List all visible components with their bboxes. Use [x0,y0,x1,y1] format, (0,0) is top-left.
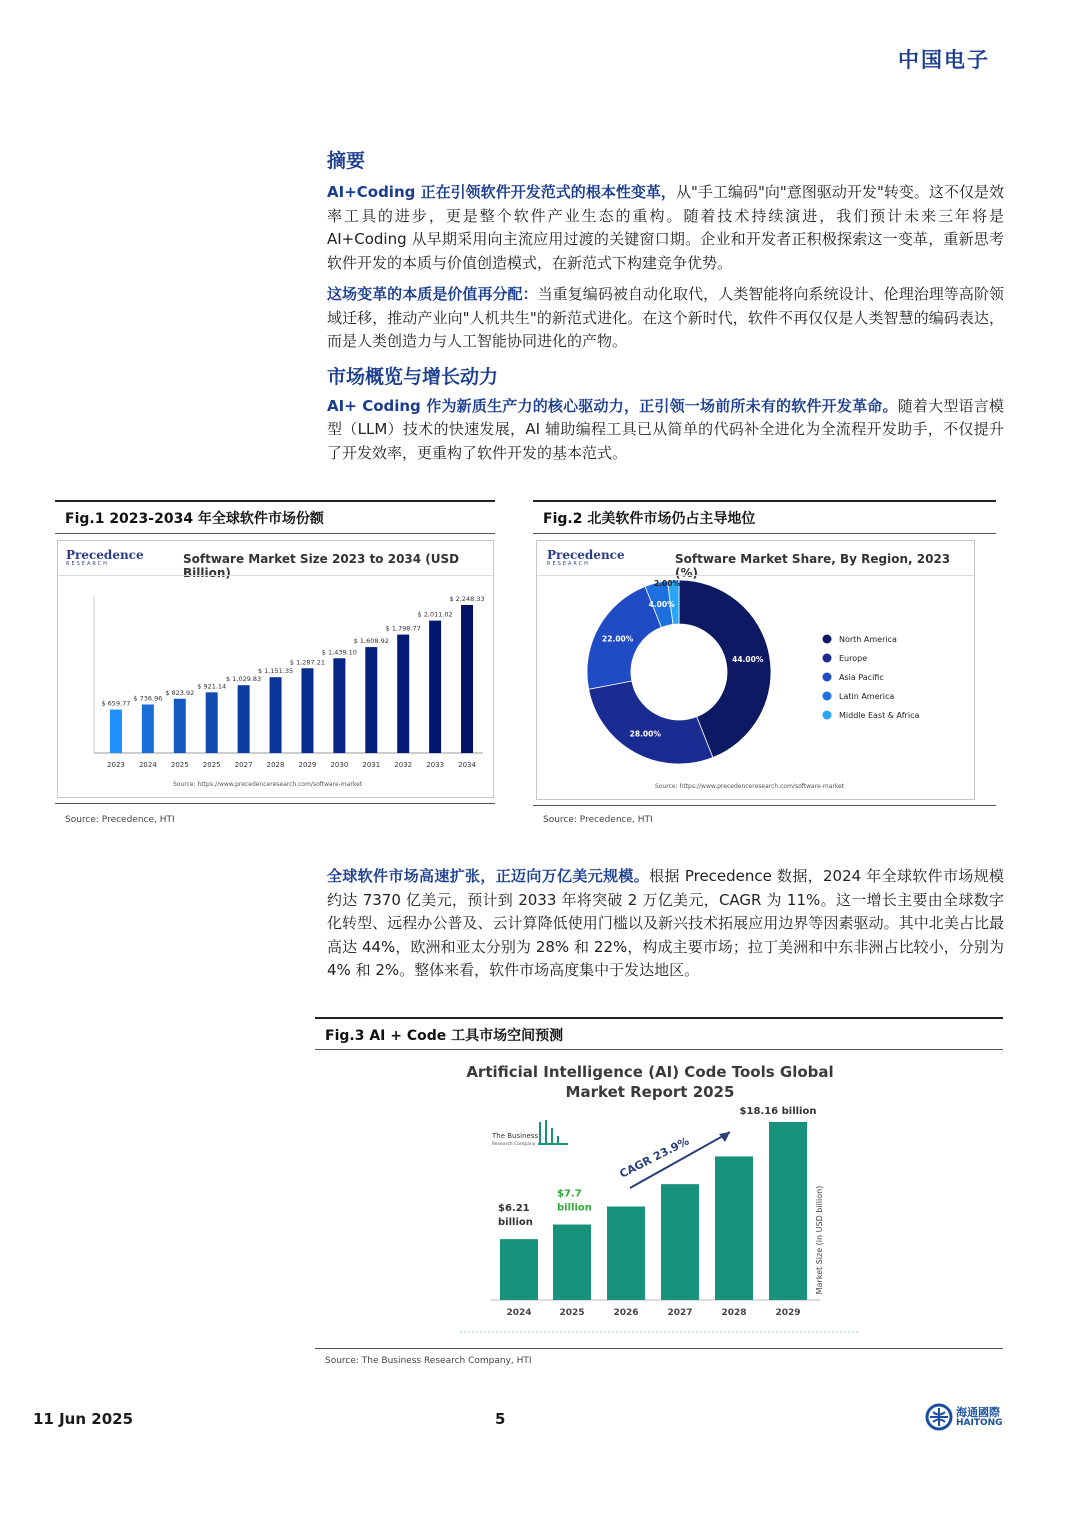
market-p1-lead: AI+ Coding 作为新质生产力的核心驱动力，正引领一场前所未有的软件开发革命。 [327,396,898,415]
fig2-bottom-rule [533,805,996,806]
fig1-data-label: $ 1,439.10 [321,648,357,657]
fig1-bottom-rule [55,803,495,804]
fig1-top-rule [55,500,495,502]
fig2-data-label: 22.00% [602,634,634,644]
haitong-logo: 海通國際 HAITONG [925,1403,1007,1431]
fig2-legend-marker [823,635,832,644]
fig3-cagr-label: CAGR 23.9% [617,1134,692,1181]
fig1-tick-label: 2034 [458,761,476,769]
summary-heading: 摘要 [327,150,366,172]
fig3-data-label: $6.21 [498,1203,530,1215]
fig1-bar-chart [58,577,493,777]
fig1-tick-label: 2027 [234,761,253,769]
page-number: 5 [495,1410,506,1428]
fig1-data-label: $ 921.14 [197,682,227,691]
fig1-inner-source: Source: https://www.precedenceresearch.com/software-market [173,781,363,788]
fig1-bar [333,658,345,753]
fig3-tick-label: 2028 [721,1308,747,1318]
fig1-data-label: $ 2,248.33 [449,594,485,603]
business-research-logo-text: The Business [492,1132,539,1140]
fig1-bar [142,704,154,753]
market-p2-text: 根据 Precedence 数据，2024 年全球软件市场规模约达 7370 亿美元，预计到 2033 年将突破 2 万亿美元，CAGR 为 11%。这一增长主要由全球数字化转型、远程办公普及、云计算降低使用门槛以及新兴技术拓展应用边界等因素驱动。其中北美占比最高达 44%，欧洲和亚太分别为 28% 和 22%，构成主要市场；拉丁美洲和中东非洲占比较小，分别为 4% 和 2%。整体来看，软件市场高度集中于发达地区。 [327,867,1004,979]
header-brand: 中国电子 [898,47,990,72]
business-research-logo-subtext: Research Company [492,1142,536,1147]
fig2-source: Source: Precedence, HTI [543,815,653,825]
fig3-tick-label: 2024 [506,1308,532,1318]
fig1-tick-label: 2028 [266,761,285,769]
fig2-mid-rule [533,533,996,534]
fig1-bar [461,605,473,753]
fig3-tick-label: 2029 [775,1308,801,1318]
fig3-chart-title: Artificial Intelligence (AI) Code Tools Global Market Report 2025 [466,1063,834,1101]
fig3-data-label: billion [557,1202,592,1214]
fig1-tick-label: 2032 [394,761,413,769]
fig1-bar [206,692,218,753]
fig3-source: Source: The Business Research Company, HTI [325,1356,532,1366]
fig2-label: Fig.2 北美软件市场仍占主导地位 [543,511,756,527]
fig2-legend-marker [823,692,832,701]
fig2-legend-marker [823,711,832,720]
fig1-tick-label: 2033 [426,761,445,769]
fig3-bar [607,1206,645,1300]
fig3-top-rule [315,1017,1003,1019]
summary-paragraph-1 [327,181,1004,275]
fig3-bar [769,1122,807,1300]
fig1-chart [57,540,494,798]
fig1-tick-label: 2029 [298,761,317,769]
fig1-tick-label: 2025 [170,761,189,769]
fig1-bar [365,647,377,753]
fig3-bar [500,1239,538,1300]
fig3-label: Fig.3 AI + Code 工具市场空间预测 [325,1028,564,1044]
fig2-legend-label: Europe [839,654,868,663]
fig3-bar [661,1184,699,1300]
precedence-logo: Precedence RESEARCH [547,548,625,567]
haitong-emblem-icon [925,1403,953,1431]
fig3-y-axis-label: Market Size (in USD billion) [815,1185,824,1295]
fig2-legend-marker [823,654,832,663]
fig1-data-label: $ 736.96 [133,694,163,703]
fig2-legend-label: Asia Pacific [839,673,884,682]
fig3-data-label: $18.16 billion [739,1106,817,1117]
fig2-legend-label: Latin America [839,692,895,701]
fig2-data-label: 4.00% [648,600,675,610]
summary-p2-lead: 这场变革的本质是价值再分配： [327,285,538,303]
fig2-data-label: 2.00% [653,579,681,588]
fig1-data-label: $ 1,287.21 [289,658,326,667]
precedence-logo: Precedence RESEARCH [66,548,144,567]
fig2-legend-label: Middle East & Africa [839,711,920,720]
fig1-data-label: $ 1,151.35 [257,667,294,676]
market-p2-lead: 全球软件市场高速扩张，正迈向万亿美元规模。 [327,867,650,885]
business-research-logo-icon [538,1120,568,1144]
fig1-tick-label: 2031 [362,761,381,769]
summary-section [327,146,1004,465]
fig3-data-label: billion [498,1217,533,1229]
summary-p2-text: 当重复编码被自动化取代，人类智能将向系统设计、伦理治理等高阶领域迁移，推动产业向"人机共生"的新范式进化。在这个新时代，软件不再仅仅是人类智慧的编码表达，而是人类创造力与人工智能协同进化的产物。 [327,285,1004,350]
fig3-bar [553,1225,591,1300]
summary-p1-text: 从"手工编码"向"意图驱动开发"转变。这不仅是效率工具的进步，更是整个软件产业生态的重构。随着技术持续演进，我们预计未来三年将是 AI+Coding 从早期采用向主流应用过渡的关键窗口期。企业和开发者正积极探索这一变革，重新思考软件开发的本质与价值创造模式，在新范式下构建竞争优势。 [327,183,1005,272]
fig1-bar [270,677,282,753]
footer-date: 11 Jun 2025 [33,1410,134,1428]
market-paragraph-2 [327,865,1004,983]
market-section-2 [327,865,1004,983]
fig2-legend-label: North America [839,635,897,644]
market-paragraph-1 [327,395,1004,466]
market-heading: 市场概览与增长动力 [327,365,499,388]
fig2-pie-chart [537,577,974,783]
fig1-chart-title: Software Market Size 2023 to 2034 (USD Billion) [183,552,460,580]
fig2-top-rule [533,500,996,502]
fig2-data-label: 44.00% [732,654,764,664]
fig1-label: Fig.1 2023-2034 年全球软件市场份额 [65,511,324,527]
market-p1-text: 随着大型语言模型（LLM）技术的快速发展，AI 辅助编程工具已从简单的代码补全进化为全流程开发助手，不仅提升了开发效率，更重构了软件开发的基本范式。 [327,396,1004,462]
fig1-bar [429,621,441,753]
fig3-tick-label: 2025 [559,1308,585,1318]
fig1-data-label: $ 2,011.02 [417,610,453,619]
summary-paragraph-2 [327,283,1004,354]
fig1-data-label: $ 1,798.77 [385,624,421,633]
fig1-tick-label: 2030 [330,761,349,769]
fig1-tick-label: 2025 [202,761,221,769]
fig1-data-label: $ 823.92 [165,688,195,697]
fig2-slice [589,681,713,764]
fig1-source: Source: Precedence, HTI [65,815,175,825]
fig1-tick-label: 2024 [138,761,157,769]
fig2-inner-source: Source: https://www.precedenceresearch.com/software-market [655,783,845,790]
fig3-data-label: $7.7 [557,1188,582,1200]
fig1-bar [174,699,186,753]
fig1-bar [301,668,313,753]
fig2-chart [536,540,975,800]
fig1-bar [397,635,409,753]
fig1-tick-label: 2023 [107,761,125,769]
fig2-legend-marker [823,673,832,682]
fig3-tick-label: 2026 [613,1308,639,1318]
fig3-mid-rule [315,1049,1003,1050]
fig2-chart-title: Software Market Share, By Region, 2023 (%) [675,552,951,580]
fig1-bar [238,685,250,753]
fig3-bottom-rule [315,1348,1003,1349]
fig3-bar-chart [460,1100,860,1335]
fig1-mid-rule [55,533,495,534]
fig1-data-label: $ 1,029.83 [226,675,262,684]
fig1-data-label: $ 1,608.92 [353,637,389,646]
fig1-data-label: $ 659.77 [101,699,131,708]
fig3-bar [715,1156,753,1300]
summary-p1-lead: AI+Coding 正在引领软件开发范式的根本性变革， [327,183,676,201]
fig2-data-label: 28.00% [629,729,661,739]
fig3-tick-label: 2027 [667,1308,693,1318]
fig1-bar [110,710,122,753]
